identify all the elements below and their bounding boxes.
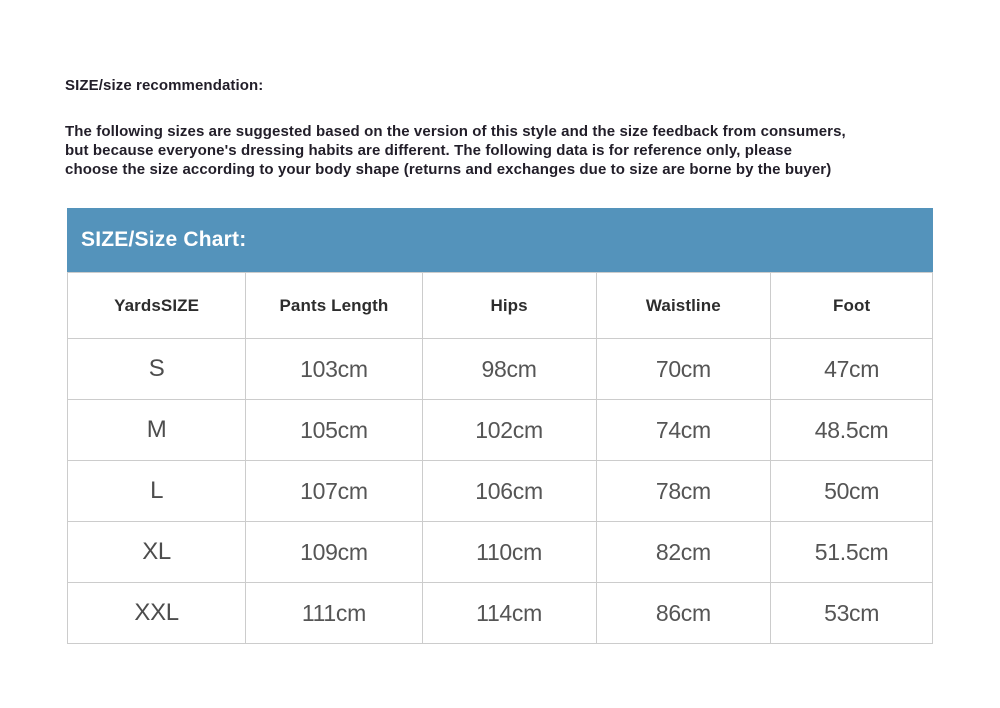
measurement-cell: 48.5cm	[771, 400, 933, 461]
measurement-cell: 53cm	[771, 583, 933, 644]
column-header-waistline: Waistline	[596, 273, 771, 339]
column-header-foot: Foot	[771, 273, 933, 339]
measurement-cell: 103cm	[246, 339, 422, 400]
measurement-cell: 74cm	[596, 400, 771, 461]
measurement-cell: 106cm	[422, 461, 596, 522]
size-recommendation-line-2: but because everyone's dressing habits are different. The following data is for reference only, please	[65, 142, 793, 159]
measurement-cell: 107cm	[246, 461, 422, 522]
measurement-cell: 51.5cm	[771, 522, 933, 583]
size-label-cell: S	[68, 339, 246, 400]
column-header-yards-size: YardsSIZE	[68, 273, 246, 339]
table-row-l	[68, 461, 933, 522]
size-label-cell: XXL	[68, 583, 246, 644]
size-recommendation-line-1: The following sizes are suggested based on the version of this style and the size feedback from consumers,	[65, 123, 846, 140]
table-row-m	[68, 400, 933, 461]
size-recommendation-paragraph	[65, 122, 950, 179]
column-header-pants-length: Pants Length	[246, 273, 422, 339]
measurement-cell: 78cm	[596, 461, 771, 522]
measurement-cell: 82cm	[596, 522, 771, 583]
size-label-cell: XL	[68, 522, 246, 583]
size-chart-table	[67, 272, 933, 644]
size-recommendation-line-3: choose the size according to your body shape (returns and exchanges due to size are borne by the buyer)	[65, 161, 832, 178]
measurement-cell: 70cm	[596, 339, 771, 400]
table-row-xl	[68, 522, 933, 583]
measurement-cell: 50cm	[771, 461, 933, 522]
measurement-cell: 105cm	[246, 400, 422, 461]
table-row-xxl	[68, 583, 933, 644]
table-row-s	[68, 339, 933, 400]
measurement-cell: 86cm	[596, 583, 771, 644]
size-chart-header-bar	[67, 208, 933, 272]
table-header-row	[68, 273, 933, 339]
measurement-cell: 109cm	[246, 522, 422, 583]
size-label-cell: M	[68, 400, 246, 461]
measurement-cell: 114cm	[422, 583, 596, 644]
measurement-cell: 98cm	[422, 339, 596, 400]
size-chart-header-label: SIZE/Size Chart:	[81, 228, 247, 251]
size-label-cell: L	[68, 461, 246, 522]
column-header-hips: Hips	[422, 273, 596, 339]
measurement-cell: 47cm	[771, 339, 933, 400]
measurement-cell: 110cm	[422, 522, 596, 583]
size-recommendation-title: SIZE/size recommendation:	[65, 77, 264, 94]
measurement-cell: 102cm	[422, 400, 596, 461]
measurement-cell: 111cm	[246, 583, 422, 644]
